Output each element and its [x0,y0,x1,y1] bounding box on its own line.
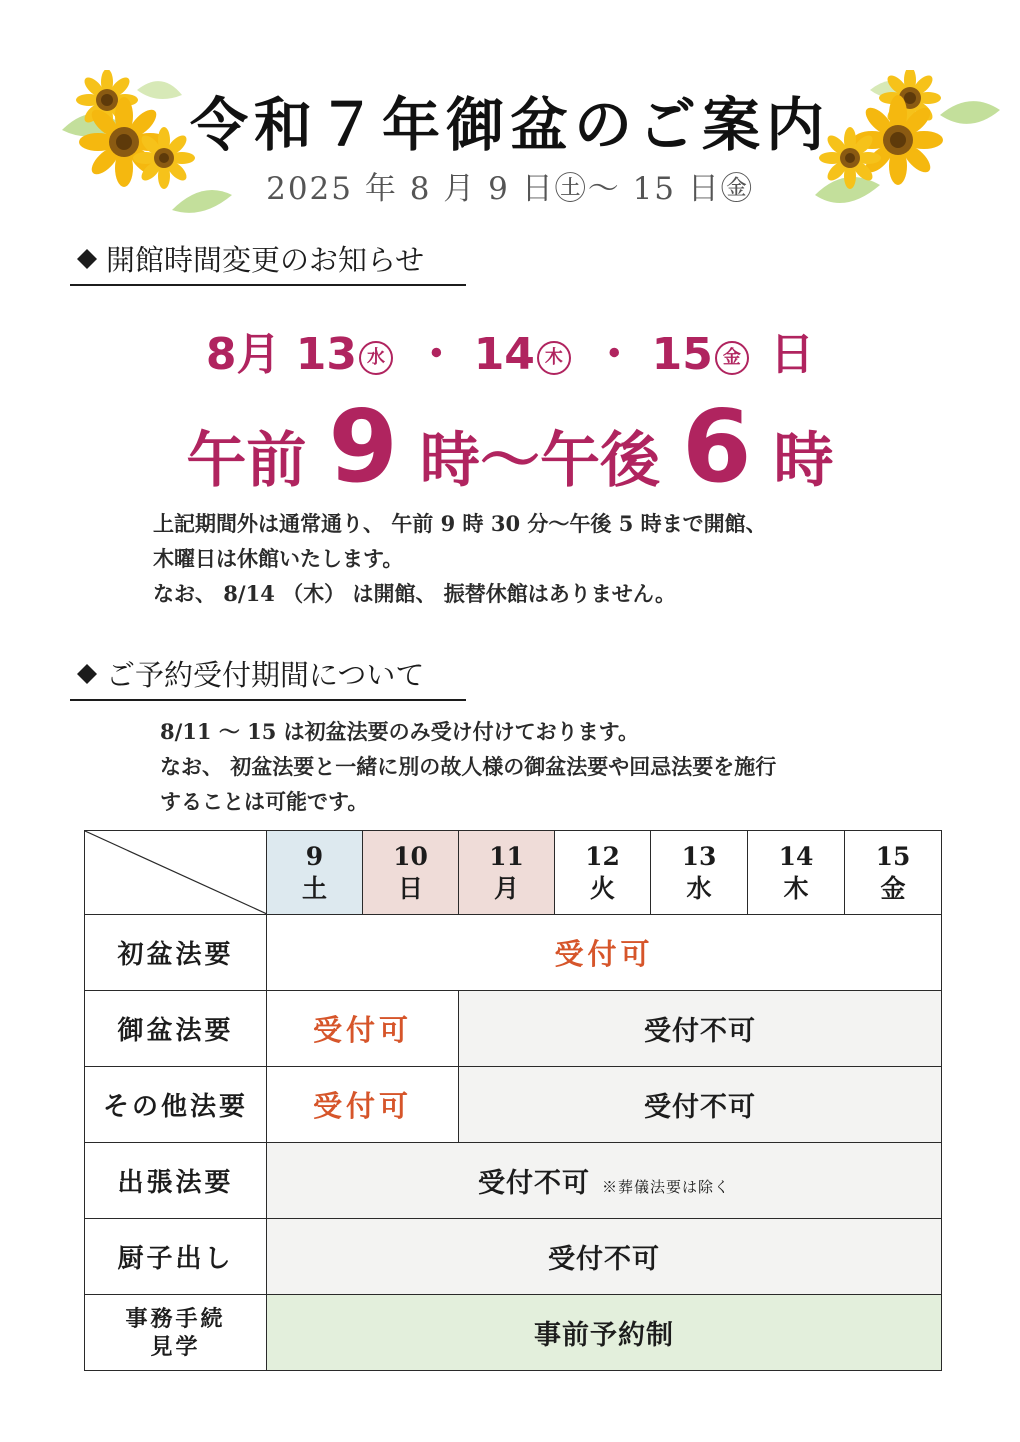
hours-notes [153,506,767,611]
status-unavailable: 受付不可 [477,1168,590,1199]
table-row [85,1143,942,1219]
status-unavailable: 受付不可 [459,991,942,1067]
row-label-zushi: 厨子出し [85,1219,267,1295]
start-hour: 9 [328,388,398,505]
table-row [85,991,942,1067]
day-weekday: 日 [397,873,423,903]
row-label-jimu [85,1295,267,1371]
row-label-line: 見学 [150,1333,201,1360]
table-corner-cell [85,831,267,915]
month-label: 8月 [205,329,281,380]
diamond-bullet-icon [76,655,98,695]
status-unavailable: 受付不可 [459,1067,942,1143]
page-title: 令和７年御盆のご案内 [189,91,830,159]
am-label: 午前 [186,426,307,496]
day-date: 15 [875,841,911,871]
day-header-10 [363,831,459,915]
reservation-schedule-table [84,830,942,1371]
table-row [85,1219,942,1295]
row-label-hatsubon: 初盆法要 [85,915,267,991]
section-heading-hours [70,240,466,286]
day-date: 12 [585,841,620,871]
note-line: なお、 8/14 （木） は開館、 振替休館はありません。 [153,581,677,606]
weekday-badge: 金 [715,341,749,375]
status-reservation-required: 事前予約制 [267,1295,942,1371]
date-13: 13 [295,329,358,380]
end-hour: 6 [682,388,752,505]
status-unavailable: 受付不可 [267,1219,942,1295]
section-heading-reservation [70,655,466,701]
weekday-badge: 水 [359,341,393,375]
opening-hours [0,388,1020,505]
table-row [85,1067,942,1143]
section-heading-label: ご予約受付期間について [106,658,425,692]
reservation-notes [160,714,776,819]
note-line: 木曜日は休館いたします。 [153,546,404,571]
day-header-12 [555,831,651,915]
separator-dot: ・ [414,329,459,380]
row-label-obon: 御盆法要 [85,991,267,1067]
row-label-other: その他法要 [85,1067,267,1143]
date-15: 15 [651,329,713,380]
day-date: 13 [681,841,717,871]
day-header-14 [748,831,845,915]
day-date: 10 [393,841,428,871]
table-row [85,1295,942,1371]
day-weekday: 木 [783,873,809,903]
status-available: 受付可 [267,915,942,991]
note-line: 8/11 ～ 15 は初盆法要のみ受け付けております。 [160,719,639,744]
hour-suffix: 時 [773,426,834,496]
note-line: 上記期間外は通常通り、 午前 9 時 30 分～午後 5 時まで開館、 [153,511,767,536]
day-header-13 [651,831,748,915]
day-date: 9 [305,841,324,871]
day-suffix: 日 [770,329,815,380]
status-available: 受付可 [267,1067,459,1143]
weekday-badge: 木 [537,341,571,375]
day-weekday: 月 [493,873,519,903]
note-line: なお、 初盆法要と一緒に別の故人様の御盆法要や回忌法要を施行 [160,754,777,779]
separator-dot: ・ [592,329,637,380]
day-header-15 [845,831,942,915]
day-date: 11 [489,841,524,871]
date-14: 14 [473,329,535,380]
status-unavailable-cell [267,1143,942,1219]
section-heading-label: 開館時間変更のお知らせ [106,243,425,277]
day-header-9 [267,831,363,915]
date-range-subtitle: 2025 年 8 月 9 日㊏～ 15 日㊎ [266,171,754,207]
diamond-bullet-icon [76,240,98,280]
status-note: ※葬儀法要は除く [601,1178,730,1196]
day-header-11 [459,831,555,915]
diagonal-line [85,831,267,914]
table-row [85,915,942,991]
changed-dates [0,318,1020,382]
note-line: することは可能です。 [160,789,369,814]
day-weekday: 金 [880,873,906,903]
day-weekday: 水 [686,873,712,903]
day-date: 14 [778,841,814,871]
day-weekday: 火 [589,873,615,903]
hours-middle: 時～午後 [420,426,660,496]
row-label-shutcho: 出張法要 [85,1143,267,1219]
status-available: 受付可 [267,991,459,1067]
row-label-line: 事務手続 [125,1305,226,1332]
day-weekday: 土 [301,873,327,903]
